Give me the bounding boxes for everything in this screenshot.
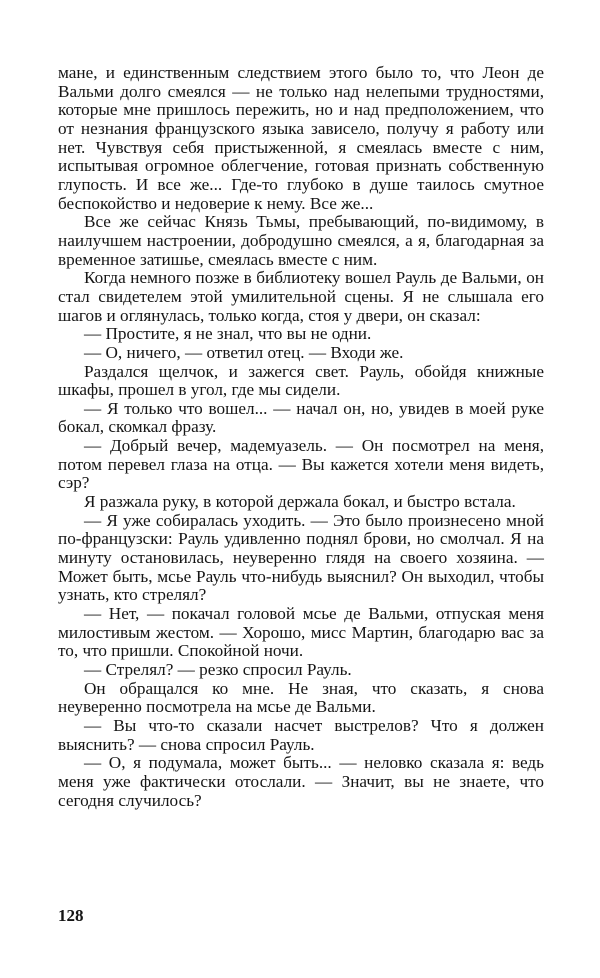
paragraph-11: — Нет, — покачал головой мсье де Вальми, отпуская меня милостивым жестом. — Хорошо, мисс Мартин, благодарю вас за то, что пришли. Спокойной ночи. [58, 604, 544, 661]
paragraph-10: — Я уже собиралась уходить. — Это было произнесено мной по-французски: Рауль удивленно поднял брови, но смолчал. Я на минуту остановилась, неуверенно глядя на своего хозяина. — Может быть, мсье Рауль что-нибудь выяснил? Он выходил, чтобы узнать, кто стрелял? [58, 510, 544, 605]
paragraph-1: мане, и единственным следствием этого было то, что Леон де Вальми долго смеялся — не только над нелепыми трудностями, которые мне пришлось пережить, но и над предположением, что от незнания французского языка зависело, получу я работу или нет. Чувствуя себя пристыженной, я смеялась вместе с ним, испытывая огромное облегчение, готовая признать собственную глупость. И все же... Где-то глубоко в душе таилось смутное беспокойство и недоверие к нему. Все же... [58, 63, 544, 213]
paragraph-13: Он обращался ко мне. Не зная, что сказать, я снова неуверенно посмотрела на мсье де Вальми. [58, 678, 544, 717]
paragraph-7: — Я только что вошел... — начал он, но, увидев в моей руке бокал, скомкал фразу. [58, 398, 544, 437]
paragraph-2: Все же сейчас Князь Тьмы, пребывающий, по-видимому, в наилучшем настроении, добродушно смеялся, а я, благодарная за временное затишье, смеялась вместе с ним. [58, 212, 544, 269]
paragraph-3: Когда немного позже в библиотеку вошел Рауль де Вальми, он стал свидетелем этой умилительной сцены. Я не слышала его шагов и оглянулась, только когда, стоя у двери, он сказал: [58, 268, 544, 325]
paragraph-4: — Простите, я не знал, что вы не одни. [84, 324, 372, 344]
paragraph-14: — Вы что-то сказали насчет выстрелов? Что я должен выяснить? — снова спросил Рауль. [58, 715, 544, 754]
paragraph-9: Я разжала руку, в которой держала бокал, и быстро встала. [84, 492, 516, 512]
paragraph-8: — Добрый вечер, мадемуазель. — Он посмотрел на меня, потом перевел глаза на отца. — Вы кажется хотели меня видеть, сэр? [58, 436, 544, 493]
paragraph-6: Раздался щелчок, и зажегся свет. Рауль, обойдя книжные шкафы, прошел в угол, где мы сидели. [58, 361, 544, 400]
page-number: 128 [58, 906, 84, 925]
paragraph-5: — О, ничего, — ответил отец. — Входи же. [84, 342, 404, 362]
paragraph-12: — Стрелял? — резко спросил Рауль. [84, 660, 352, 679]
book-page-text [58, 64, 544, 810]
paragraph-15: — О, я подумала, может быть... — неловко сказала я: ведь меня уже фактически отослали. — Значит, вы не знаете, что сегодня случилось? [58, 753, 544, 810]
